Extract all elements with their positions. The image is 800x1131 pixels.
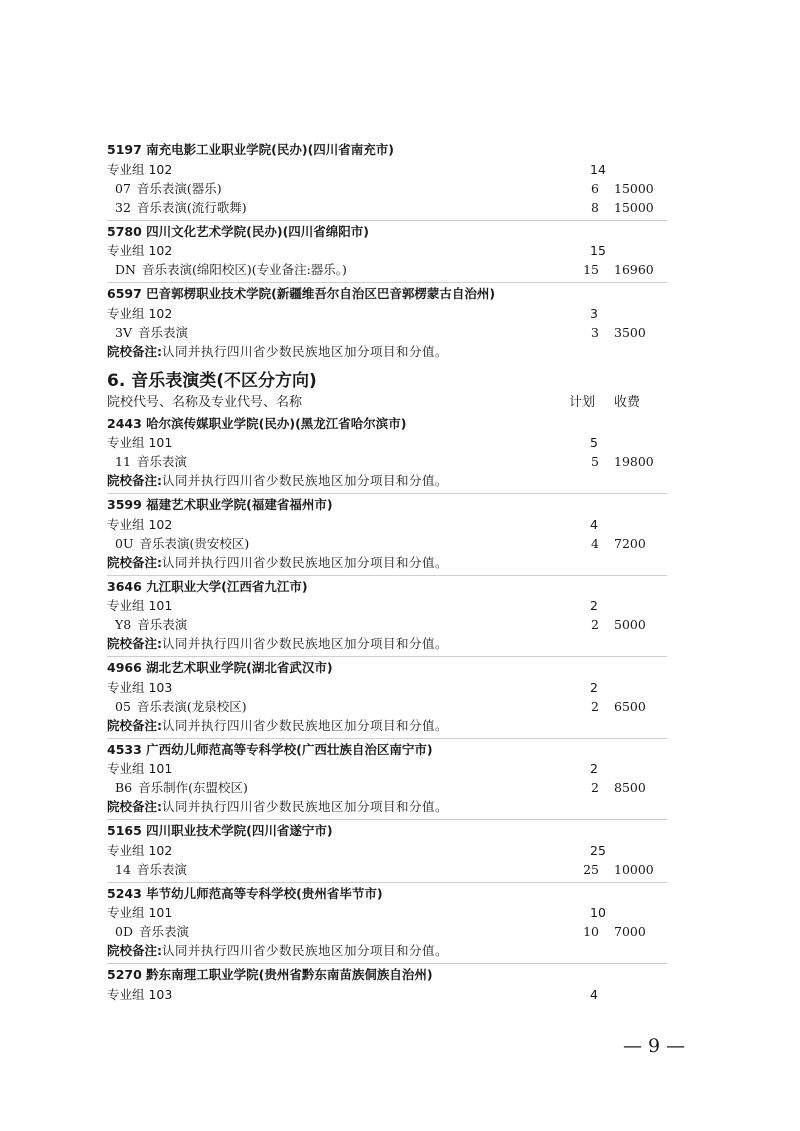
major-row [107,260,667,279]
school-note-label: 院校备注: [107,473,162,488]
school-block [107,413,667,491]
school-name: 4533 广西幼儿师范高等专科学校(广西壮族自治区南宁市) [107,741,433,757]
major-plan: 4 [591,535,599,551]
major-plan: 3 [591,324,599,340]
major-group-label: 专业组 101 [107,598,173,613]
school-note-text: 认同并执行四川省少数民族地区加分项目和分值。 [162,473,449,488]
major-code: 0D [115,924,133,939]
major-group-label: 专业组 102 [107,305,173,321]
school-note [107,941,667,960]
major-row [107,615,667,634]
major-name: 音乐表演 [137,617,188,632]
major-code: 32 [115,199,131,215]
school-note-text: 认同并执行四川省少数民族地区加分项目和分值。 [162,799,449,814]
major-code: DN [115,262,136,277]
school-block [107,139,667,217]
major-group-plan: 14 [590,161,606,177]
admission-plan-list [107,139,667,1004]
school-block [107,575,667,654]
major-fee: 5000 [614,617,646,632]
school-block [107,738,667,817]
school-note-text: 认同并执行四川省少数民族地区加分项目和分值。 [162,943,449,958]
school-name: 5270 黔东南理工职业学院(贵州省黔东南苗族侗族自治州) [107,967,433,982]
school-name: 3599 福建艺术职业学院(福建省福州市) [107,497,333,512]
school-note-text: 认同并执行四川省少数民族地区加分项目和分值。 [162,343,449,359]
major-code: 05 [115,698,131,714]
major-fee: 15000 [614,180,654,196]
column-header-fee: 收费 [614,394,641,410]
major-fee: 8500 [614,780,646,795]
major-group-label: 专业组 101 [107,435,173,450]
major-fee: 7000 [614,924,646,939]
school-note [107,471,667,490]
major-group-label: 专业组 102 [107,243,173,258]
major-group-label: 专业组 102 [107,842,173,858]
school-block [107,819,667,879]
school-name: 5165 四川职业技术学院(四川省遂宁市) [107,823,333,838]
major-name: 音乐表演(绵阳校区)(专业备注:器乐。) [141,262,347,277]
top-blocks [107,139,667,361]
school-note-label: 院校备注: [107,554,162,570]
major-code: 07 [115,180,131,196]
major-group-plan: 2 [590,679,598,695]
major-group-plan: 2 [590,598,598,613]
major-group-row [107,841,667,860]
major-group-row [107,304,667,323]
major-group-label: 专业组 102 [107,516,173,532]
major-row [107,778,667,797]
major-row [107,198,667,217]
major-fee: 16960 [614,262,654,277]
major-group-row [107,433,667,452]
school-note-text: 认同并执行四川省少数民族地区加分项目和分值。 [162,717,449,733]
column-header-plan: 计划 [569,394,596,410]
major-group-plan: 5 [590,435,598,450]
major-plan: 2 [591,780,599,795]
major-group-row [107,985,667,1004]
major-code: 14 [115,861,131,877]
school-block [107,882,667,961]
major-row [107,323,667,342]
major-group-plan: 15 [590,243,606,258]
school-block [107,493,667,572]
major-group-label: 专业组 102 [107,161,173,177]
school-block [107,282,667,361]
major-row [107,452,667,471]
major-group-row [107,596,667,615]
school-note [107,797,667,816]
school-note [107,553,667,572]
major-code: 3V [115,324,132,340]
major-plan: 2 [591,617,599,632]
major-code: B6 [115,780,133,795]
column-header-name: 院校代号、名称及专业代号、名称 [107,394,303,410]
major-group-plan: 4 [590,516,598,532]
major-plan: 15 [583,262,599,277]
page-number: — 9 — [623,1035,686,1057]
major-group-row [107,759,667,778]
major-fee: 6500 [614,698,646,714]
major-group-label: 专业组 103 [107,986,173,1002]
school-name: 5780 四川文化艺术学院(民办)(四川省绵阳市) [107,223,369,239]
major-fee: 19800 [614,454,654,469]
major-group-label: 专业组 103 [107,679,173,695]
major-code: 0U [115,535,134,551]
column-header [107,393,667,413]
major-group-plan: 4 [590,986,598,1002]
major-name: 音乐表演(龙泉校区) [136,698,247,714]
school-note-label: 院校备注: [107,717,162,733]
school-name: 5243 毕节幼儿师范高等专科学校(贵州省毕节市) [107,885,383,901]
school-name: 3646 九江职业大学(江西省九江市) [107,578,308,594]
major-fee: 7200 [614,535,646,551]
major-group-plan: 25 [590,842,606,858]
major-row [107,697,667,716]
major-fee: 15000 [614,199,654,215]
school-note-text: 认同并执行四川省少数民族地区加分项目和分值。 [162,636,449,651]
major-name: 音乐表演(流行歌舞) [136,199,247,215]
major-group-plan: 10 [590,905,606,920]
major-plan: 8 [591,199,599,215]
school-block [107,656,667,735]
major-row [107,179,667,198]
school-note-label: 院校备注: [107,636,162,651]
major-name: 音乐表演(器乐) [136,180,222,196]
school-note-label: 院校备注: [107,343,162,359]
major-group-plan: 3 [590,305,598,321]
major-name: 音乐表演 [136,861,187,877]
school-note-text: 认同并执行四川省少数民族地区加分项目和分值。 [162,554,449,570]
major-row [107,860,667,879]
school-note-label: 院校备注: [107,799,162,814]
major-row [107,534,667,553]
section-title: 6. 音乐表演类(不区分方向) [107,370,317,391]
school-name: 4966 湖北艺术职业学院(湖北省武汉市) [107,660,333,675]
school-block [107,220,667,280]
school-name: 5197 南充电影工业职业学院(民办)(四川省南充市) [107,142,394,157]
major-name: 音乐表演(贵安校区) [139,535,250,551]
major-name: 音乐制作(东盟校区) [138,780,248,795]
major-plan: 10 [583,924,599,939]
major-code: Y8 [115,617,132,632]
school-note [107,716,667,735]
major-group-label: 专业组 101 [107,761,173,776]
bottom-blocks [107,413,667,1004]
major-name: 音乐表演 [137,324,188,340]
major-plan: 2 [591,698,599,714]
major-name: 音乐表演 [138,924,189,939]
major-fee: 3500 [614,324,646,340]
school-name: 2443 哈尔滨传媒职业学院(民办)(黑龙江省哈尔滨市) [107,415,407,431]
major-name: 音乐表演 [136,454,187,469]
school-note [107,342,667,361]
school-note-label: 院校备注: [107,943,162,958]
major-group-row [107,160,667,179]
major-fee: 10000 [614,861,654,877]
major-plan: 6 [591,180,599,196]
school-note [107,634,667,653]
major-group-row [107,903,667,922]
major-group-plan: 2 [590,761,598,776]
major-group-label: 专业组 101 [107,905,173,920]
major-row [107,922,667,941]
major-group-row [107,678,667,697]
school-block [107,963,667,1004]
major-code: 11 [115,454,131,469]
major-group-row [107,241,667,260]
major-group-row [107,515,667,534]
major-plan: 5 [591,454,599,469]
major-plan: 25 [583,861,599,877]
school-name: 6597 巴音郭楞职业技术学院(新疆维吾尔自治区巴音郭楞蒙古自治州) [107,286,496,301]
